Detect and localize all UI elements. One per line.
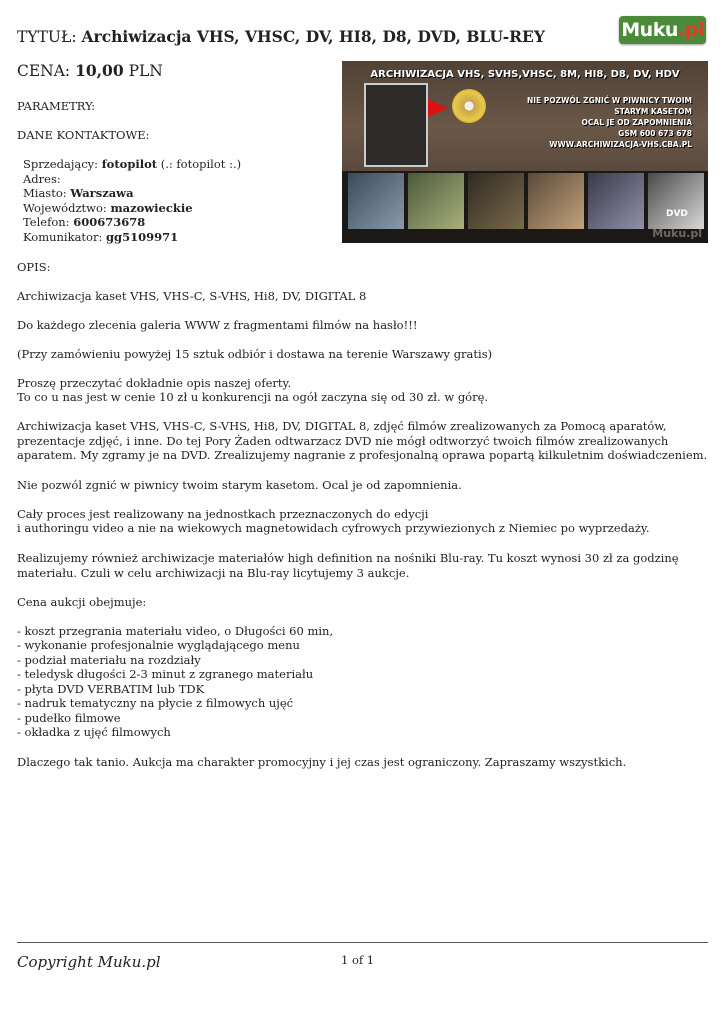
city-value: Warszawa	[70, 186, 134, 200]
list-item: - płyta DVD VERBATIM lub TDK	[17, 682, 205, 696]
list-item: - koszt przegrania materiału video, o Długości 60 min,	[17, 624, 334, 638]
im-value: gg5109971	[106, 230, 179, 244]
price	[17, 61, 163, 80]
slogan-line: NIE POZWÓL ZGNIĆ W PIWNICY TWOIM	[526, 96, 692, 105]
region-row	[23, 201, 193, 216]
description-paragraph: Do każdego zlecenia galeria WWW z fragmentami filmów na hasło!!!	[17, 318, 418, 332]
address-label: Adres:	[23, 172, 61, 186]
list-item: - wykonanie profesjonalnie wyglądającego menu	[17, 638, 300, 652]
city-label: Miasto:	[23, 186, 67, 200]
description-paragraph: Proszę przeczytać dokładnie opis naszej oferty.	[17, 376, 292, 390]
arrow-icon	[428, 99, 448, 117]
image-watermark: Muku.pl	[652, 227, 702, 240]
description-paragraph: Cena aukcji obejmuje:	[17, 595, 147, 609]
footer-copyright: Copyright Muku.pl	[17, 953, 161, 971]
dvd-disc-icon	[452, 89, 486, 123]
region-label: Województwo:	[23, 201, 107, 215]
description-paragraph: Realizujemy również archiwizacje materiałów high definition na nośniki Blu-ray. Tu koszt wynosi 30 zł za godzinę materiału. Czuli w celu archiwizacji na Blu-ray licytujemy 3 aukcje.	[17, 551, 679, 580]
list-item: - nadruk tematyczny na płycie z filmowych ujęć	[17, 696, 294, 710]
im-label: Komunikator:	[23, 230, 103, 244]
image-slogan	[492, 95, 692, 150]
description-paragraph: (Przy zamówieniu powyżej 15 sztuk odbiór i dostawa na terenie Warszawy gratis)	[17, 347, 493, 361]
image-headline: ARCHIWIZACJA VHS, SVHS,VHSC, 8M, HI8, D8, DV, HDV	[370, 69, 680, 80]
list-item: - podział materiału na rozdziały	[17, 653, 201, 667]
price-currency: PLN	[128, 62, 163, 80]
page-counter: 1 of 1	[341, 953, 375, 967]
description-paragraph: Archiwizacja kaset VHS, VHS-C, S-VHS, Hi8, DV, DIGITAL 8	[17, 289, 367, 303]
slogan-line: STARYM KASETOM	[614, 107, 692, 116]
film-frame	[408, 173, 464, 229]
description-paragraph: Archiwizacja kaset VHS, VHS-C, S-VHS, Hi8, DV, DIGITAL 8, zdjęć filmów zrealizowanych za Pomocą aparatów, prezentacje zdjęć, i inne. Do tej Pory Żaden odtwarzacz DVD nie mógł odtworzyć twoich filmów zrealizowanych aparatem. My zgramy je na DVD. Zrealizujemy nagranie z profesjonalną oprawa popartą kilkuletnim doświadczeniem.	[17, 419, 708, 463]
city-row	[23, 186, 134, 201]
dvd-case-frame	[648, 173, 704, 229]
title-text: Archiwizacja VHS, VHSC, DV, HI8, D8, DVD, BLU-REY	[81, 27, 545, 46]
page-title	[17, 27, 545, 46]
address-row	[23, 172, 61, 187]
list-item: - teledysk długości 2-3 minut z zgranego materiału	[17, 667, 314, 681]
list-item: - okładka z ujęć filmowych	[17, 725, 171, 739]
ad-image	[342, 61, 708, 243]
film-frame	[528, 173, 584, 229]
price-label: CENA:	[17, 62, 71, 80]
footer-divider	[17, 942, 708, 943]
phone-value: 600673678	[73, 215, 146, 229]
region-value: mazowieckie	[110, 201, 193, 215]
film-frame	[468, 173, 524, 229]
list-item: - pudełko filmowe	[17, 711, 121, 725]
contact-heading: DANE KONTAKTOWE:	[17, 128, 150, 142]
description-paragraph: i authoringu video a nie na wiekowych magnetowidach cyfrowych przywiezionych z Niemiec po wyprzedaży.	[17, 521, 650, 535]
slogan-line: GSM 600 673 678	[618, 129, 692, 138]
dvd-label: DVD	[666, 209, 688, 219]
description-paragraph: Cały proces jest realizowany na jednostkach przeznaczonych do edycji	[17, 507, 429, 521]
logo-text: Muku	[621, 19, 678, 41]
description-paragraph: Dlaczego tak tanio. Aukcja ma charakter promocyjny i jej czas jest ograniczony. Zapraszamy wszystkich.	[17, 755, 627, 769]
vhs-tapes-graphic	[364, 83, 428, 167]
description-heading: OPIS:	[17, 260, 51, 274]
seller-extra: (.: fotopilot :.)	[160, 157, 242, 171]
logo-suffix: .pl	[677, 19, 704, 41]
film-frame	[588, 173, 644, 229]
phone-label: Telefon:	[23, 215, 70, 229]
params-heading: PARAMETRY:	[17, 99, 96, 113]
seller-row	[23, 157, 241, 172]
seller-label: Sprzedający:	[23, 157, 99, 171]
slogan-line: WWW.ARCHIWIZACJA-VHS.CBA.PL	[549, 140, 692, 149]
slogan-line: OCAL JE OD ZAPOMNIENIA	[581, 118, 692, 127]
im-row	[23, 230, 178, 245]
phone-row	[23, 215, 145, 230]
film-frame	[348, 173, 404, 229]
description-paragraph: To co u nas jest w cenie 10 zł u konkurencji na ogół zaczyna się od 30 zł. w górę.	[17, 390, 489, 404]
muku-logo[interactable]	[619, 16, 706, 44]
title-label: TYTUŁ:	[17, 28, 77, 46]
seller-name: fotopilot	[101, 157, 158, 171]
price-value: 10,00	[75, 61, 124, 80]
description-paragraph: Nie pozwól zgnić w piwnicy twoim starym kasetom. Ocal je od zapomnienia.	[17, 478, 462, 492]
